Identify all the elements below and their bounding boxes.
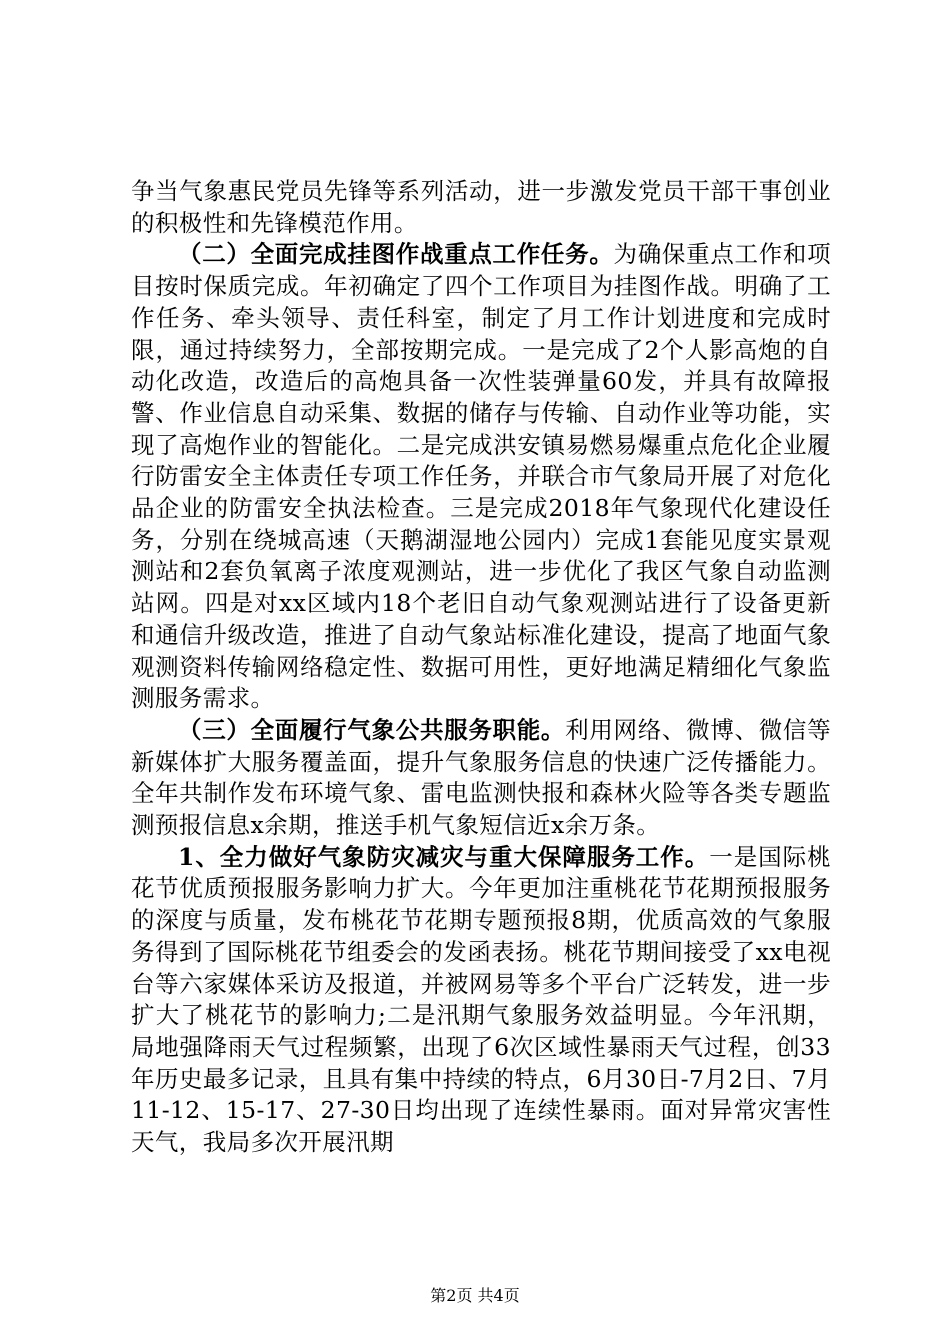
paragraph-4: [131, 842, 831, 1159]
paragraph-3-text: 利用网络、微博、微信等新媒体扩大服务覆盖面，提升气象服务信息的快速广泛传播能力。全年共制作发布环境气象、雷电监测快报和森林火险等各类专题监测预报信息x余期，推送手机气象短信近x余万条。: [131, 715, 831, 840]
paragraph-2-heading: （二）全面完成挂图作战重点工作任务。: [178, 240, 614, 269]
paragraph-2: [131, 239, 831, 715]
paragraph-4-text: 一是国际桃花节优质预报服务影响力扩大。今年更加注重桃花节花期预报服务的深度与质量，发布桃花节花期专题预报8期，优质高效的气象服务得到了国际桃花节组委会的发函表扬。桃花节期间接受了xx电视台等六家媒体采访及报道，并被网易等多个平台广泛转发，进一步扩大了桃花节的影响力;二是汛期气象服务效益明显。今年汛期，局地强降雨天气过程频繁，出现了6次区域性暴雨天气过程，创33年历史最多记录，且具有集中持续的特点，6月30日-7月2日、7月11-12、15-17、27-30日均出现了连续性暴雨。面对异常灾害性天气，我局多次开展汛期: [131, 842, 832, 1157]
paragraph-3-heading: （三）全面履行气象公共服务职能。: [178, 715, 566, 744]
page-footer: 第2页 共4页: [430, 1286, 520, 1305]
paragraph-4-heading: 1、全力做好气象防灾减灾与重大保障服务工作。: [178, 842, 710, 871]
paragraph-3: [131, 715, 831, 842]
paragraph-2-text: 为确保重点工作和项目按时保质完成。年初确定了四个工作项目为挂图作战。明确了工作任务、牵头领导、责任科室，制定了月工作计划进度和完成时限，通过持续努力，全部按期完成。一是完成了2个人影高炮的自动化改造，改造后的高炮具备一次性装弹量60发，并具有故障报警、作业信息自动采集、数据的储存与传输、自动作业等功能，实现了高炮作业的智能化。二是完成洪安镇易燃易爆重点危化企业履行防雷安全主体责任专项工作任务，并联合市气象局开展了对危化品企业的防雷安全执法检查。三是完成2018年气象现代化建设任务，分别在绕城高速（天鹅湖湿地公园内）完成1套能见度实景观测站和2套负氧离子浓度观测站，进一步优化了我区气象自动监测站网。四是对xx区域内18个老旧自动气象观测站进行了设备更新和通信升级改造，推进了自动气象站标准化建设，提高了地面气象观测资料传输网络稳定性、数据可用性，更好地满足精细化气象监测服务需求。: [131, 240, 831, 713]
document-body: [131, 176, 831, 1159]
paragraph-1: [131, 176, 831, 239]
paragraph-1-text: 争当气象惠民党员先锋等系列活动，进一步激发党员干部干事创业的积极性和先锋模范作用。: [131, 177, 831, 237]
